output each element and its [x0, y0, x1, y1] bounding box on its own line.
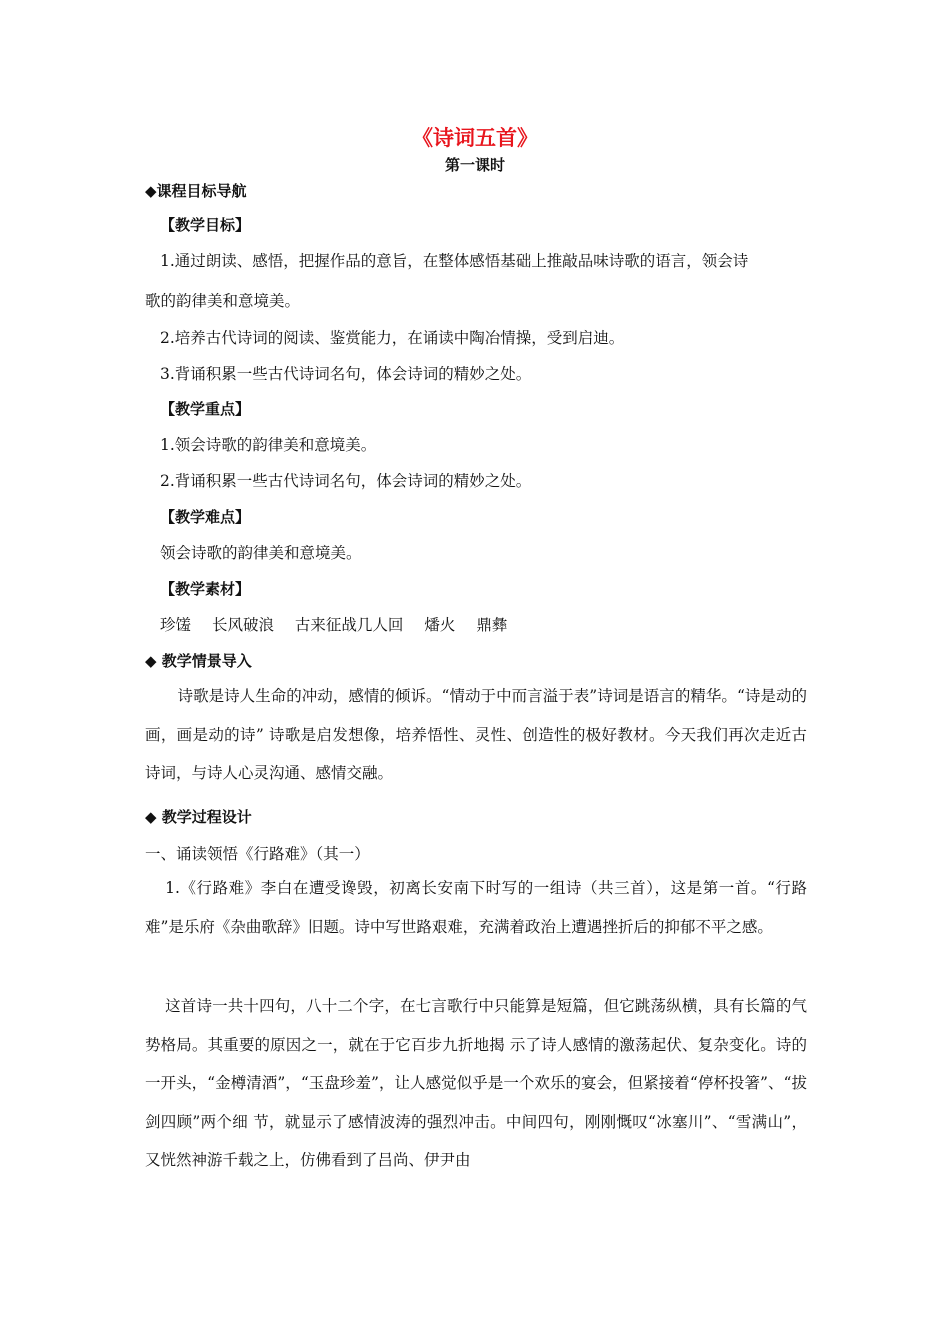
intro-paragraph: 诗歌是诗人生命的冲动，感情的倾诉。“情动于中而言溢于表”诗词是语言的精华。“诗是动的画，画是动的诗” 诗歌是启发想像，培养悟性、灵性、创造性的极好教材。今天我们再次走近古诗词，与诗人心灵沟通、感情交融。	[145, 687, 807, 782]
key-point-1: 1.领会诗歌的韵律美和意境美。	[160, 436, 377, 454]
materials-heading: 【教学素材】	[160, 580, 251, 598]
document-title: 《诗词五首》	[412, 126, 538, 150]
step-1-heading: 一、诵读领悟《行路难》（其一）	[145, 845, 370, 863]
difficulty-1: 领会诗歌的韵律美和意境美。	[160, 544, 362, 562]
objective-1b: 歌的韵律美和意境美。	[145, 292, 301, 310]
process-heading: ◆ 教学过程设计	[145, 808, 252, 826]
difficulty-heading: 【教学难点】	[160, 508, 251, 526]
document-subtitle: 第一课时	[444, 156, 505, 174]
intro-heading: ◆ 教学情景导入	[145, 652, 252, 670]
material-item: 鼎彝	[476, 616, 508, 634]
objectives-heading: 【教学目标】	[160, 216, 251, 234]
material-item: 长风破浪	[211, 616, 274, 634]
objective-3: 3.背诵积累一些古代诗词名句，体会诗词的精妙之处。	[160, 365, 532, 383]
material-item: 古来征战几人回	[294, 616, 404, 634]
key-points-heading: 【教学重点】	[160, 400, 251, 418]
step-1-paragraph-1: 1.《行路难》李白在遭受谗毁，初离长安南下时写的一组诗（共三首），这是第一首。“行路难”是乐府《杂曲歌辞》旧题。诗中写世路艰难，充满着政治上遭遇挫折后的抑郁不平之感。	[145, 879, 807, 936]
objective-1a: 1.通过朗读、感悟，把握作品的意旨，在整体感悟基础上推敲品味诗歌的语言，领会诗	[160, 252, 749, 270]
material-item: 珍馐	[160, 616, 192, 634]
objective-2: 2.培养古代诗词的阅读、鉴赏能力，在诵读中陶冶情操，受到启迪。	[160, 329, 625, 347]
course-nav-heading: ◆课程目标导航	[145, 182, 247, 200]
materials-list	[160, 613, 523, 635]
step-1-paragraph-2: 这首诗一共十四句，八十二个字，在七言歌行中只能算是短篇，但它跳荡纵横，具有长篇的气势格局。其重要的原因之一，就在于它百步九折地揭 示了诗人感情的激荡起伏、复杂变化。诗的一开头，“金樽清酒”，“玉盘珍羞”，让人感觉似乎是一个欢乐的宴会，但紧接着“停杯投箸”、“拔剑四顾”两个细 节，就显示了感情波涛的强烈冲击。中间四句，刚刚慨叹“冰塞川”、“雪满山”，又恍然神游千载之上，仿佛看到了吕尚、伊尹由	[145, 997, 807, 1169]
key-point-2: 2.背诵积累一些古代诗词名句，体会诗词的精妙之处。	[160, 472, 532, 490]
material-item: 燔火	[424, 616, 456, 634]
